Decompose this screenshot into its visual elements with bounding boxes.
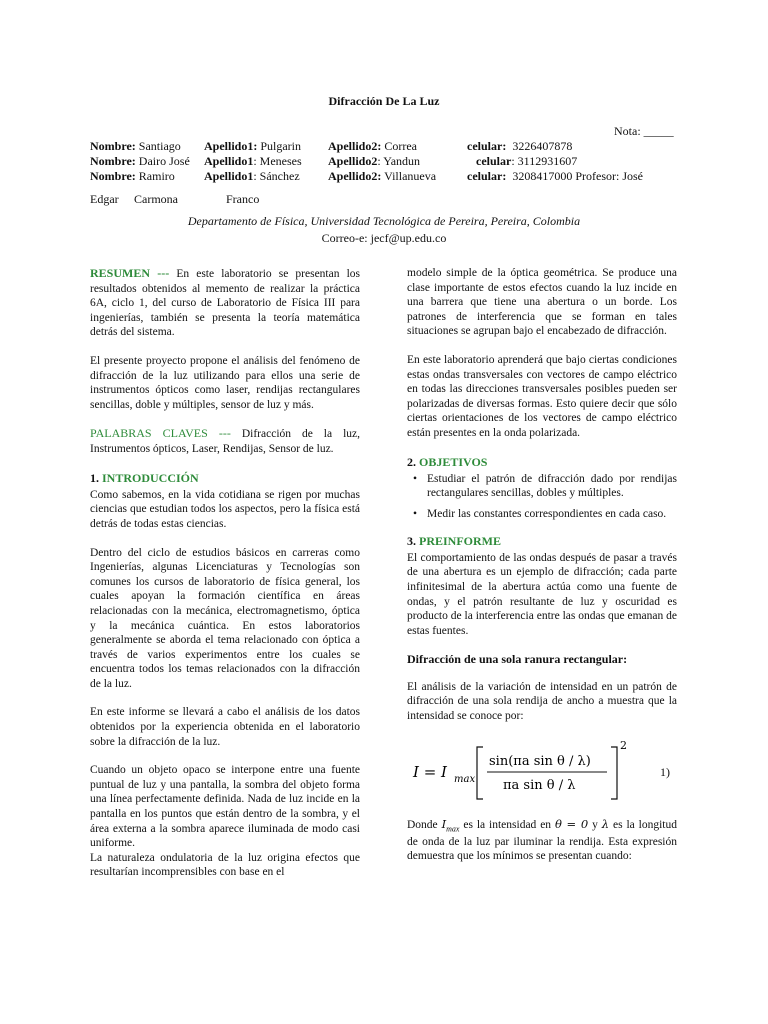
eq-exponent: 2 [620, 739, 627, 753]
surname2-label: Apellido2: [328, 169, 382, 183]
subsection-heading: Difracción de una sola ranura rectangular: [407, 652, 628, 667]
professor-name-part: Edgar [90, 192, 119, 206]
intro-paragraph: En este informe se llevará a cabo el análisis de los datos obtenidos por la experiencia obtenida en el laboratorio sobre la difracción de la luz. [90, 706, 360, 748]
phone-label: celular: [467, 139, 507, 153]
intro-paragraph: Dentro del ciclo de estudios básicos en carreras como Ingenierías, algunas Licenciaturas y Tecnologías son comunes los cursos de laboratorio de física general, los cuales apoyan la formación científica en áreas relacionadas con la mecánica, electromagnetismo, óptica y la mecánica cuántica. En estos laboratorios generalmente se aborda el tema relacionado con óptica a través de varios experimentos entre los cuales se encuentra todos los temas relacionados con la difracción de la luz. [90, 546, 360, 690]
right-bracket [611, 747, 617, 799]
phone-number: 3208417000 Profesor: José [512, 169, 643, 183]
eq-denominator: πa sin θ / λ [503, 778, 576, 794]
right-column [407, 266, 677, 878]
phone-number: : 3112931607 [511, 154, 578, 168]
abstract-paragraph: El presente proyecto propone el análisis del fenómeno de difracción de la luz utilizando para ellos una serie de instrumentos ópticos como laser, rendijas rectangulares sencillas, doble y múltiples, sensor de luz y más. [90, 354, 360, 411]
objective-item: • Estudiar el patrón de difracción dado por rendijas rectangulares sencillas, dobles y múltiples. [407, 472, 677, 501]
phone-number: 3226407878 [512, 139, 573, 153]
professor-name-part: Carmona [134, 192, 178, 206]
abstract-text: En este laboratorio se presentan los resultados obtenidos al memento de realizar la práctica 6A, ciclo 1, del curso de Laboratorio de Física III para ingenierías, también se presenta la teoría matemática detrás del sistema. [90, 268, 361, 339]
phone-label: celular: [467, 169, 507, 183]
intensity-equation [407, 731, 677, 809]
eq-lhs: I = I [413, 763, 447, 782]
surname2: Correa [384, 139, 417, 153]
keywords [90, 426, 360, 456]
first-name: Dairo José [138, 154, 190, 168]
first-name: Ramiro [138, 169, 175, 183]
keywords-text: Difracción de la luz, Instrumentos ópticos, Laser, Rendijas, Sensor de luz. [90, 428, 361, 455]
abstract [90, 266, 360, 340]
body-paragraph: Donde $I_{max}$ es la intensidad en θ = 0 y λ es la longitud de onda de la luz par iluminar la rendija. Esta expresión demuestra que los mínimos se presentan cuando: [407, 817, 677, 863]
surname1: : Meneses [253, 154, 302, 168]
intro-paragraph: Cuando un objeto opaco se interpone entre una fuente puntual de luz y una pantalla, la sombra del objeto forma una línea perfectamente definida. Nada de luz incide en la pantalla en los puntos que están dentro de la sombra, y el área externa a la sombra aparece iluminada de modo casi uniforme. [90, 764, 360, 850]
equation-number: 1) [660, 765, 670, 780]
contact-email: Correo-e: jecf@up.edu.co [321, 231, 447, 245]
surname1: Pulgarin [260, 139, 302, 153]
surname2: Villanueva [384, 169, 437, 183]
eq-numerator: sin(πa sin θ / λ) [489, 754, 591, 770]
grade-field: Nota: _____ [614, 124, 674, 138]
surname2-label: Apellido2 [328, 154, 378, 168]
professor-name-part: Franco [226, 192, 260, 206]
surname1: : Sánchez [253, 169, 300, 183]
left-bracket [477, 747, 483, 799]
body-paragraph: El análisis de la variación de intensidad en un patrón de difracción de una sola rendija de ancho a muestra que la intensidad se conoce por: [407, 680, 677, 722]
name-label: Nombre: [90, 169, 136, 183]
phone-label: celular [476, 154, 512, 168]
keywords-label: PALABRAS CLAVES --- [90, 426, 231, 441]
name-label: Nombre: [90, 154, 136, 168]
equation-graphic [407, 731, 657, 809]
section-heading-preinforme: 3. PREINFORME [407, 533, 501, 548]
left-column [90, 266, 360, 894]
surname1-label: Apellido1: [204, 139, 258, 153]
surname1-label: Apellido1 [204, 169, 254, 183]
section-heading-objectives: 2. OBJETIVOS [407, 454, 488, 469]
intro-paragraph: La naturaleza ondulatoria de la luz origina efectos que resultarían incomprensibles con base en el [90, 851, 360, 879]
surname2-label: Apellido2: [328, 139, 382, 153]
affiliation: Departamento de Física, Universidad Tecnológica de Pereira, Pereira, Colombia [187, 214, 581, 228]
surname1-label: Apellido1 [204, 154, 254, 168]
objective-item: • Medir las constantes correspondientes en cada caso. [407, 507, 677, 522]
name-label: Nombre: [90, 139, 136, 153]
paper-title: Difracción De La Luz [328, 94, 440, 108]
section-heading-introduction: 1. INTRODUCCIÓN [90, 470, 199, 485]
first-name: Santiago [138, 139, 181, 153]
objectives-list [407, 472, 677, 522]
body-paragraph: En este laboratorio aprenderá que bajo ciertas condiciones estas ondas transversales con vectores de campo eléctrico en todas las direcciones transversales posibles pueden ser polarizadas de diversas formas. Esto quiere decir que sólo ciertas orientaciones de los vectores de campo eléctrico están presentes en la onda polarizada. [407, 353, 677, 439]
surname2: : Yandun [377, 154, 421, 168]
intro-paragraph: Como sabemos, en la vida cotidiana se rigen por muchas ciencias que estudian todos los aspectos, pero la física está detrás de todas estas ciencias. [90, 488, 360, 530]
body-paragraph: El comportamiento de las ondas después de pasar a través de una abertura es un ejemplo de difracción; cada parte infinitesimal de la abertura actúa como una fuente de ondas, y el patrón resultante de luz y oscuridad es producto de la interferencia entre las ondas que emanan de estas fuentes. [407, 551, 677, 637]
eq-lhs-sub: max [454, 774, 476, 786]
abstract-label: RESUMEN --- [90, 266, 170, 280]
body-paragraph: modelo simple de la óptica geométrica. Se produce una clase importante de estos efectos cuando la luz incide en una barrera que tiene una abertura o un borde. Los patrones de interferencia que se forman en tales situaciones se agrupan bajo el encabezado de difracción. [407, 267, 677, 338]
